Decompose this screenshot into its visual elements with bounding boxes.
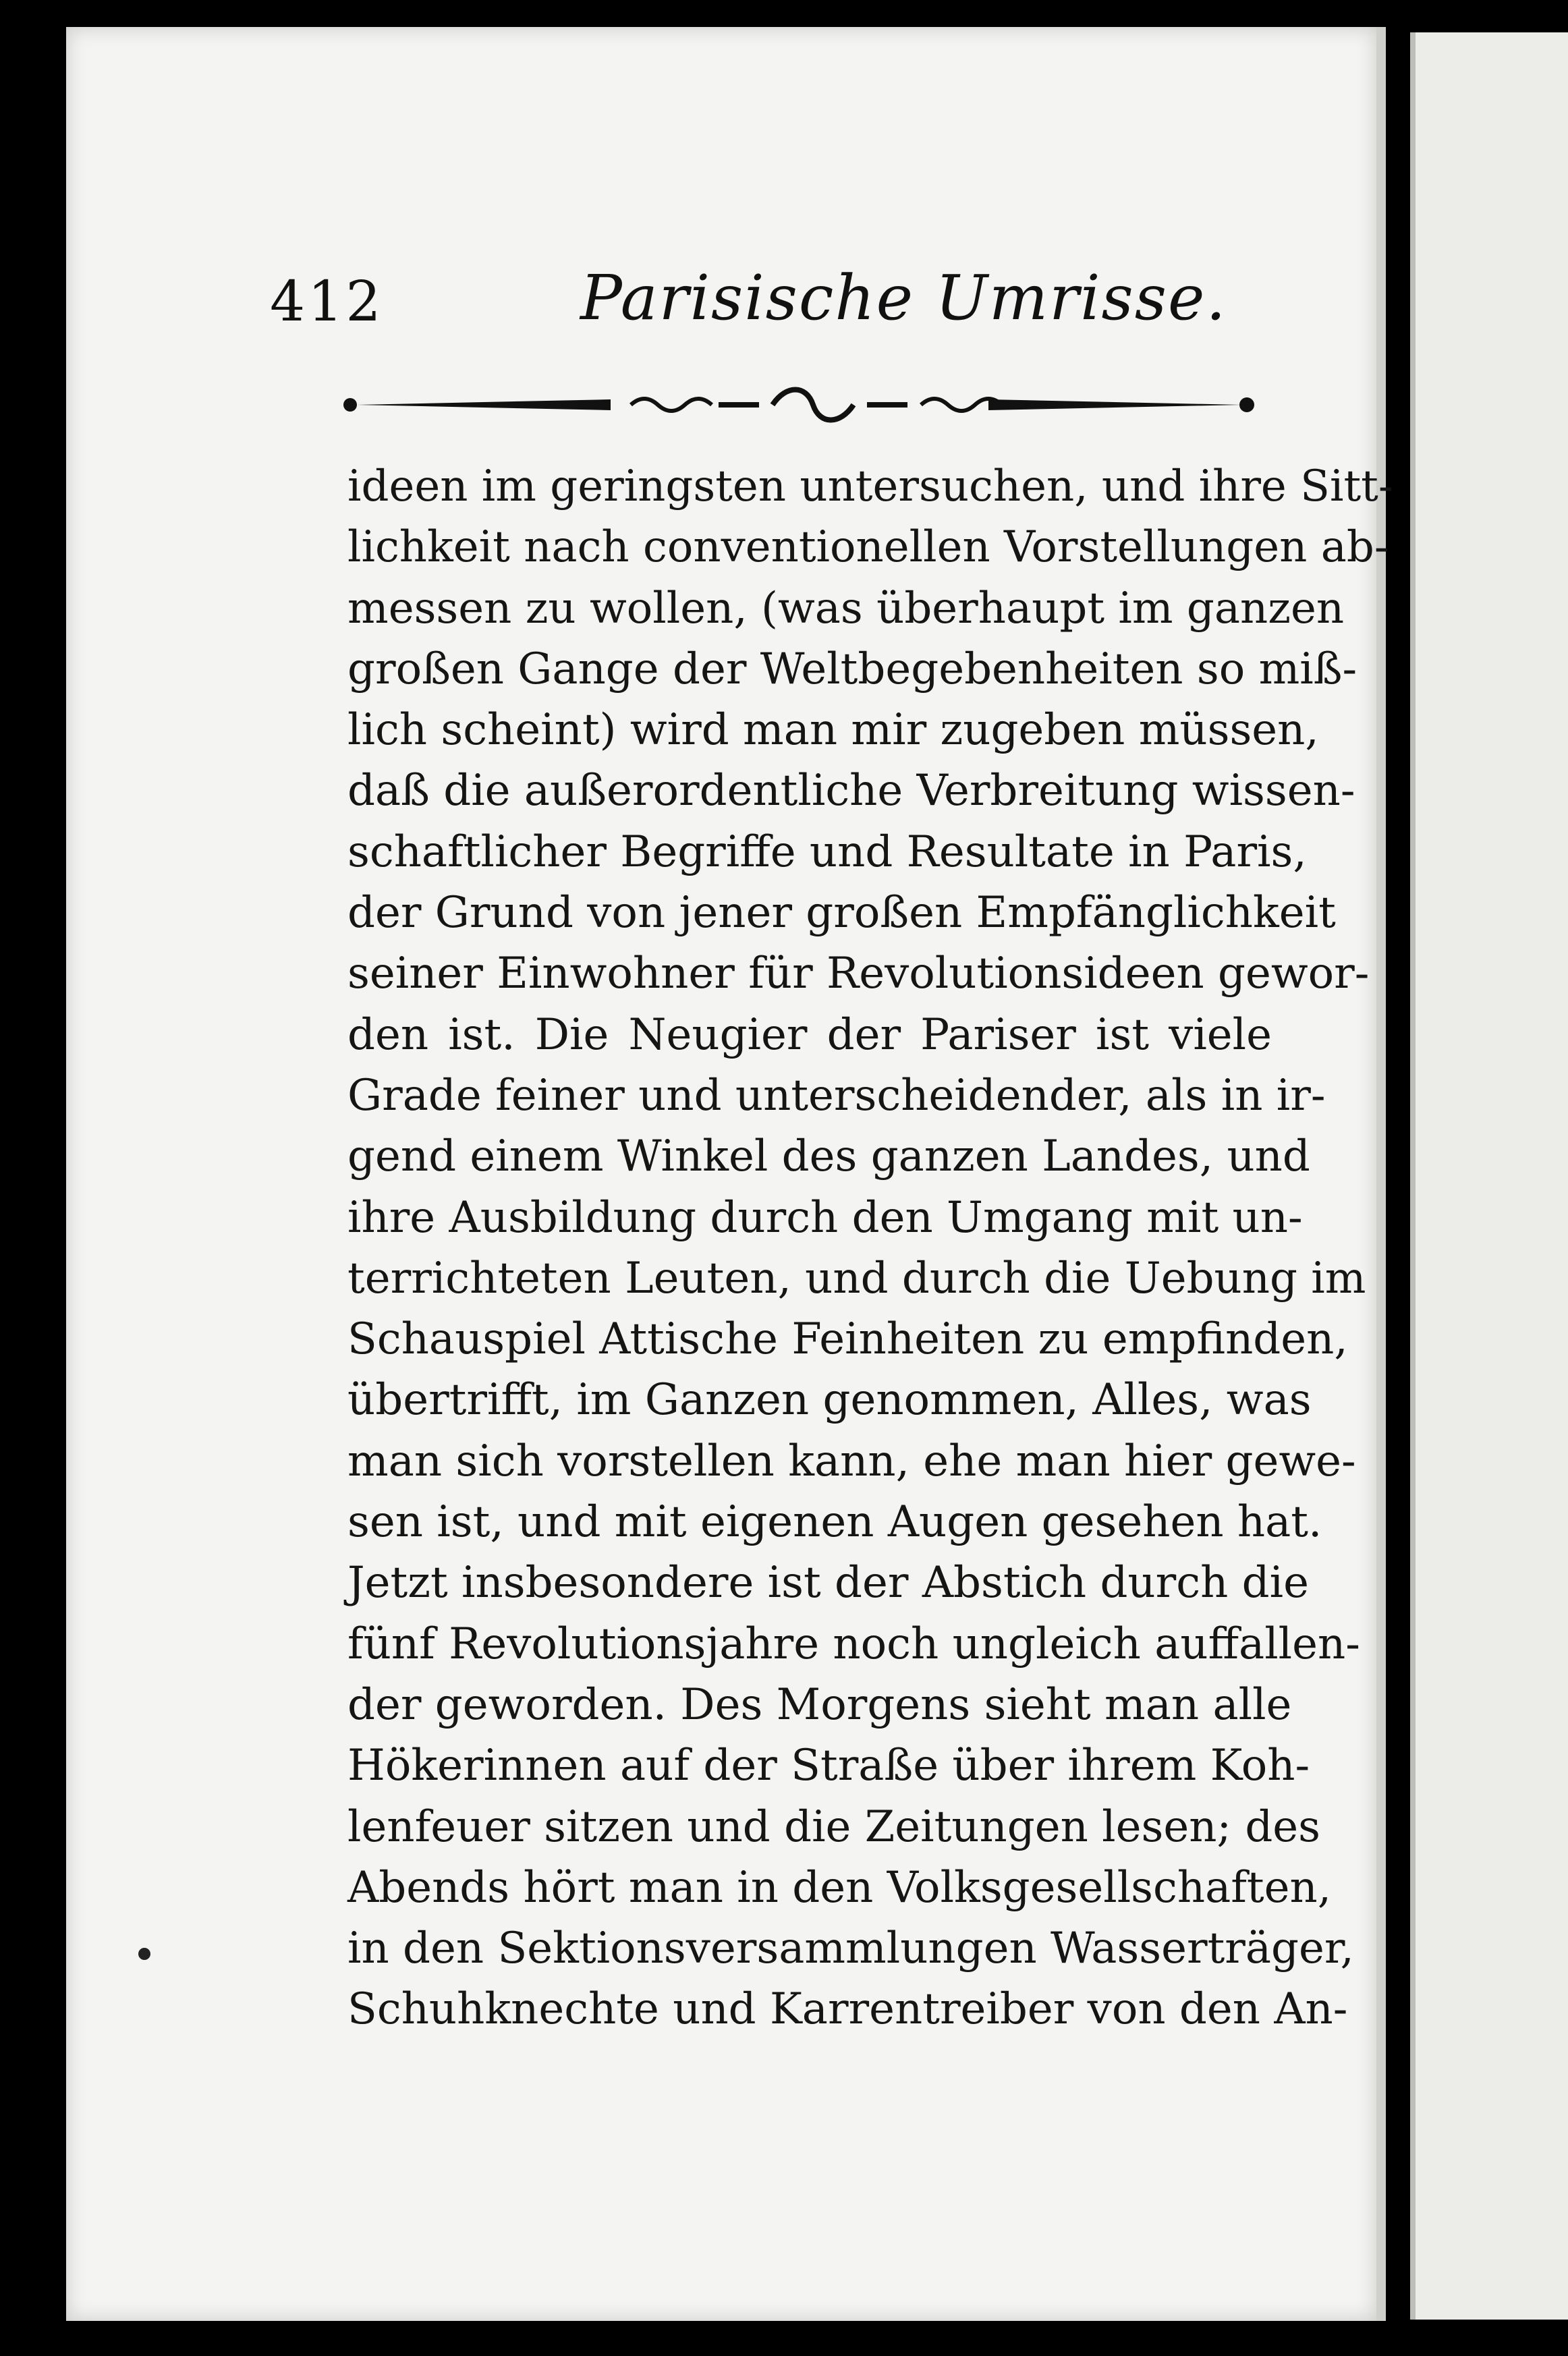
text-line: messen zu wollen, (was überhaupt im ganzen — [347, 583, 1345, 634]
text-line: der Grund von jener großen Empfänglichkeit — [347, 888, 1336, 938]
text-line: in den Sektionsversammlungen Wasserträger, — [347, 1924, 1354, 1974]
running-title: Parisische Umrisse. — [580, 262, 1227, 334]
text-line: seiner Einwohner für Revolutionsideen gewor- — [347, 949, 1370, 999]
text-line: Schuhknechte und Karrentreiber von den An- — [347, 1984, 1348, 2035]
text-line: Hökerinnen auf der Straße über ihrem Koh- — [347, 1741, 1310, 1791]
text-line: Jetzt insbesondere ist der Abstich durch die — [347, 1558, 1309, 1608]
text-line: den ist. Die Neugier der Pariser ist viele — [347, 1009, 1272, 1060]
text-line: sen ist, und mit eigenen Augen gesehen hat. — [347, 1497, 1322, 1548]
text-line: gend einem Winkel des ganzen Landes, und — [347, 1131, 1310, 1182]
text-line: Abends hört man in den Volksgesellschaften, — [347, 1862, 1332, 1913]
page-number: 412 — [270, 270, 384, 334]
text-line: ihre Ausbildung durch den Umgang mit un- — [347, 1192, 1303, 1243]
text-line: Schauspiel Attische Feinheiten zu empfinden, — [347, 1314, 1348, 1365]
text-line: lenfeuer sitzen und die Zeitungen lesen; des — [347, 1801, 1320, 1852]
text-line: der geworden. Des Morgens sieht man alle — [347, 1679, 1292, 1730]
text-line: lich scheint) wird man mir zugeben müssen, — [347, 705, 1319, 756]
page-header — [270, 256, 1295, 358]
ornamental-rule — [341, 385, 1258, 425]
text-line: terrichteten Leuten, und durch die Uebung im — [347, 1253, 1366, 1303]
facing-page-edge — [1410, 32, 1568, 2320]
text-line: man sich vorstellen kann, ehe man hier gewe- — [347, 1436, 1356, 1486]
text-line: daß die außerordentliche Verbreitung wissen- — [347, 766, 1355, 816]
ink-spot — [138, 1948, 150, 1960]
text-line: großen Gange der Weltbegebenheiten so miß- — [347, 644, 1357, 694]
text-line: fünf Revolutionsjahre noch ungleich auffallen- — [347, 1619, 1360, 1669]
text-line: Grade feiner und unterscheidender, als in ir- — [347, 1070, 1326, 1121]
text-line: lichkeit nach conventionellen Vorstellungen ab- — [347, 522, 1389, 573]
text-line: ideen im geringsten untersuchen, und ihre Sitt- — [347, 461, 1393, 511]
text-line: schaftlicher Begriffe und Resultate in Paris, — [347, 826, 1307, 877]
text-line: übertrifft, im Ganzen genommen, Alles, was — [347, 1375, 1312, 1426]
body-text — [347, 456, 1393, 2040]
